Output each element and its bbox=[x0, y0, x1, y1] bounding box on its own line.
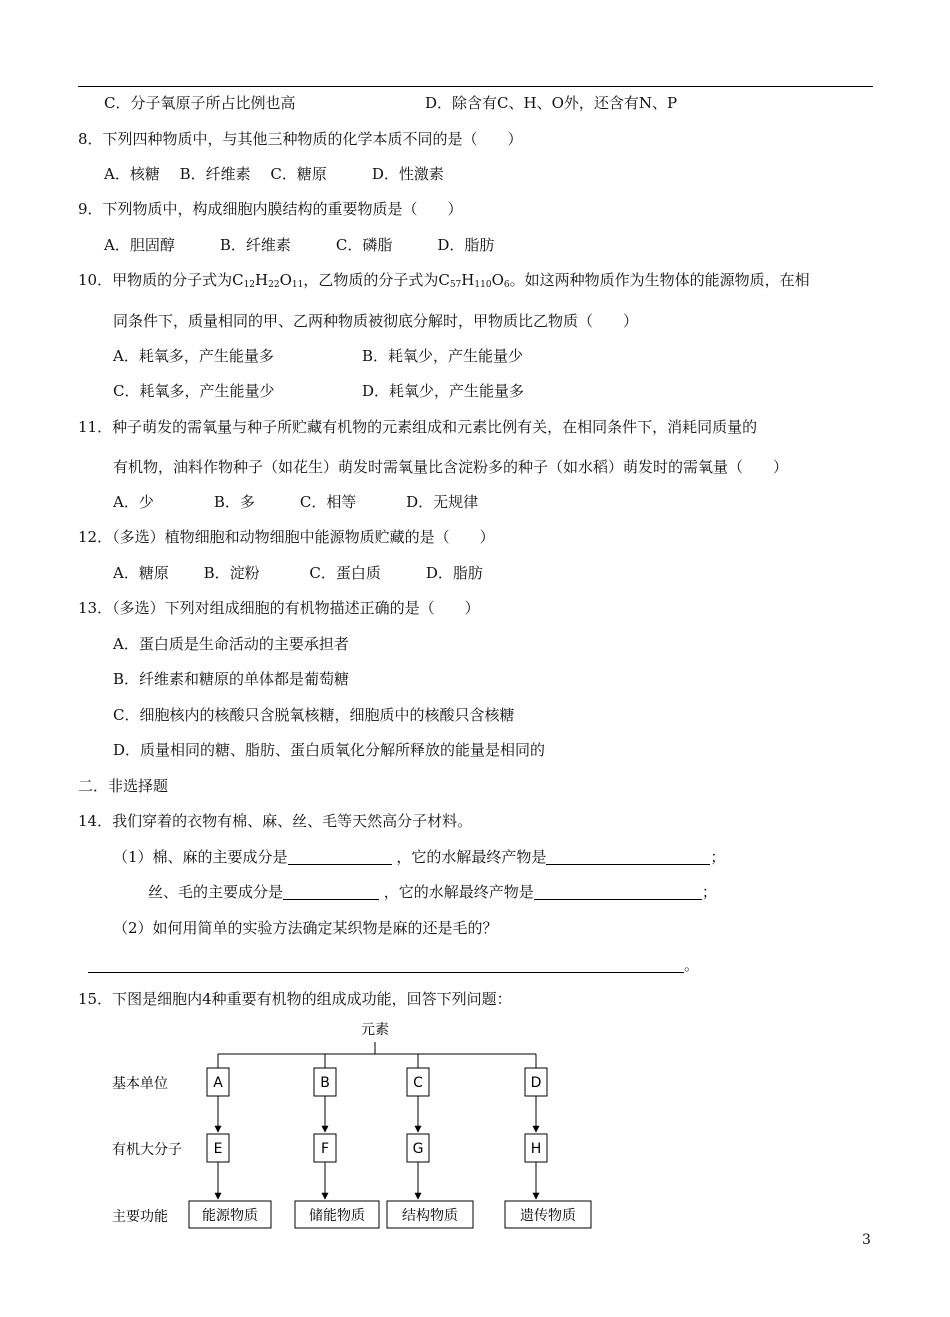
text-line-q9: 9．下列物质中，构成细胞内膜结构的重要物质是（ ） bbox=[78, 200, 463, 218]
text-line-q14: 14．我们穿着的衣物有棉、麻、丝、毛等天然高分子材料。 bbox=[78, 812, 473, 830]
macro-label: F bbox=[320, 1141, 330, 1157]
function-label: 结构物质 bbox=[402, 1208, 458, 1224]
text-line-sec2: 二．非选择题 bbox=[78, 777, 169, 795]
unit-label: B bbox=[320, 1075, 330, 1091]
text-line-q12: 12．（多选）植物细胞和动物细胞中能源物质贮藏的是（ ） bbox=[78, 528, 495, 546]
answer-blank[interactable] bbox=[283, 884, 379, 900]
macro-label: E bbox=[213, 1141, 223, 1157]
macro-label: G bbox=[412, 1141, 424, 1157]
macro-label: H bbox=[530, 1141, 542, 1157]
function-label: 储能物质 bbox=[309, 1208, 365, 1224]
text-line-q15: 15．下图是细胞内4种重要有机物的组成成功能，回答下列问题： bbox=[78, 990, 512, 1008]
unit-label: D bbox=[530, 1075, 542, 1091]
text-line-q10a: A．耗氧多，产生能量多 bbox=[113, 347, 274, 365]
text-line-q12o: A．糖原 B．淀粉 C．蛋白质 D．脂肪 bbox=[113, 564, 483, 582]
unit-label: C bbox=[413, 1075, 423, 1091]
answer-blank[interactable] bbox=[546, 849, 710, 865]
text-line-q8o: A．核糖 B．纤维素 C．糖原 D．性激素 bbox=[104, 165, 444, 183]
text-line-q10b: 同条件下，质量相同的甲、乙两种物质被彻底分解时，甲物质比乙物质（ ） bbox=[113, 312, 639, 330]
answer-blank[interactable] bbox=[288, 849, 392, 865]
row-label-unit: 基本单位 bbox=[112, 1076, 168, 1092]
text-line-c7: C．分子氧原子所占比例也高 bbox=[104, 94, 296, 112]
question-14-part1-line2: 丝、毛的主要成分是 ，它的水解最终产物是 ； bbox=[148, 883, 717, 901]
text-line-q10bo: B．耗氧少，产生能量少 bbox=[362, 347, 524, 365]
text-line-q13: 13．（多选）下列对组成细胞的有机物描述正确的是（ ） bbox=[78, 599, 480, 617]
answer-blank[interactable] bbox=[534, 884, 702, 900]
text-line-q10c: C．耗氧多，产生能量少 bbox=[113, 382, 275, 400]
text-line-q13d: D．质量相同的糖、脂肪、蛋白质氧化分解所释放的能量是相同的 bbox=[113, 741, 546, 759]
function-label: 遗传物质 bbox=[520, 1208, 576, 1224]
question-14-part1-line1: （1）棉、麻的主要成分是 ，它的水解最终产物是 ； bbox=[113, 848, 726, 866]
header-rule bbox=[78, 86, 873, 87]
row-label-macromolecule: 有机大分子 bbox=[112, 1142, 182, 1158]
answer-blank[interactable] bbox=[88, 957, 684, 973]
text-line-q11a: 11．种子萌发的需氧量与种子所贮藏有机物的元素组成和元素比例有关，在相同条件下，消耗同质量的 bbox=[78, 418, 758, 436]
text-line-q13b: B．纤维素和糖原的单体都是葡萄糖 bbox=[113, 670, 350, 688]
page-number: 3 bbox=[862, 1232, 871, 1248]
question-10-line1: 10．甲物质的分子式为$C_{12}H_{22}O_{11}$，乙物质的分子式为$C_{57}H_{110}O_6$。如这两种物质作为生物体的能源物质，在相 bbox=[78, 271, 810, 290]
text-line-q11o: A．少 B．多 C．相等 D．无规律 bbox=[113, 493, 479, 511]
text-line-q8: 8．下列四种物质中，与其他三种物质的化学本质不同的是（ ） bbox=[78, 130, 523, 148]
text-line-d7: D．除含有C、H、O外，还含有N、P bbox=[425, 94, 678, 112]
text-line-q13a: A．蛋白质是生命活动的主要承担者 bbox=[113, 635, 349, 653]
diagram-top-label: 元素 bbox=[361, 1022, 389, 1038]
text-line-q10d: D．耗氧少，产生能量多 bbox=[362, 382, 525, 400]
text-line-q14q2: （2）如何用简单的实验方法确定某织物是麻的还是毛的？ bbox=[113, 919, 498, 937]
text-line-q13c: C．细胞核内的核酸只含脱氧核糖，细胞质中的核酸只含核糖 bbox=[113, 706, 515, 724]
row-label-function: 主要功能 bbox=[112, 1209, 168, 1225]
function-label: 能源物质 bbox=[202, 1208, 258, 1224]
question-14-part2-answer: 。 bbox=[88, 955, 699, 975]
text-line-q11b: 有机物，油料作物种子（如花生）萌发时需氧量比含淀粉多的种子（如水稻）萌发时的需氧量（ ） bbox=[113, 458, 789, 476]
text-line-q9o: A．胆固醇 B．纤维素 C．磷脂 D．脂肪 bbox=[104, 236, 495, 254]
unit-label: A bbox=[213, 1075, 223, 1091]
organic-compounds-diagram bbox=[0, 1010, 950, 1250]
